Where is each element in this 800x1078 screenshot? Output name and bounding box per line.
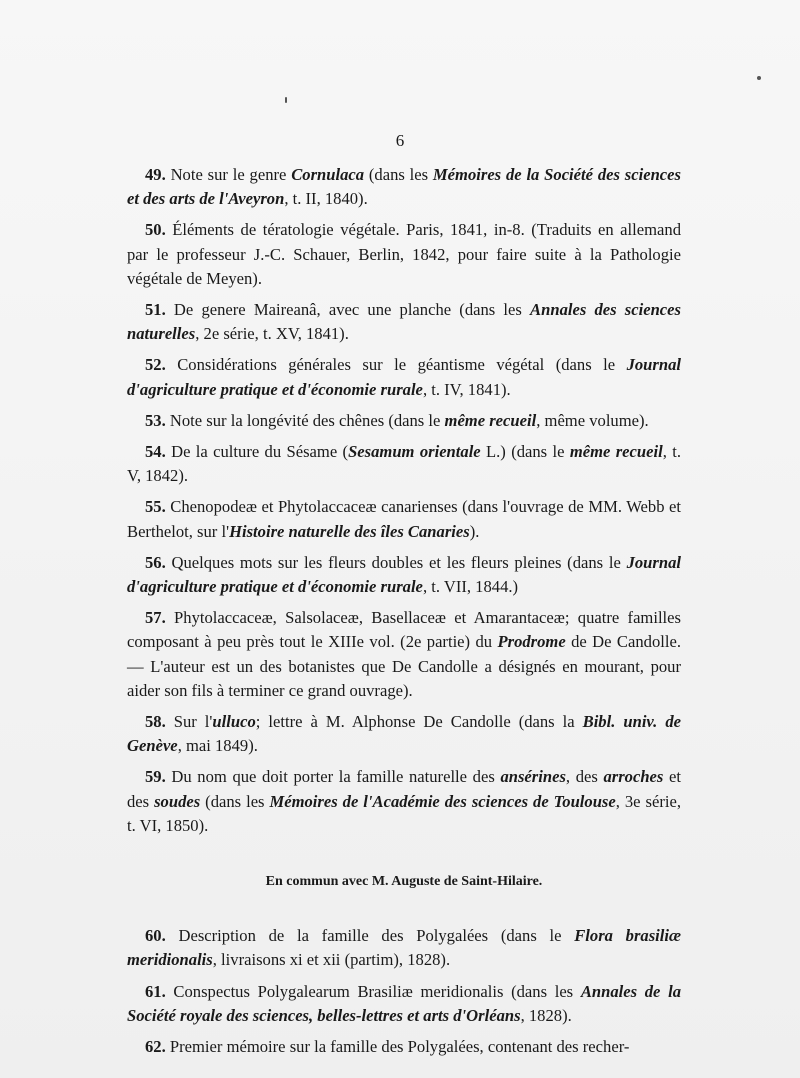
entry-text: Sur l' [165,712,213,732]
page-number: 6 [395,131,405,150]
entry-number: 55. [145,497,166,517]
entry-title-italic: Mémoires de l'Académie des sciences de Toulouse [269,791,616,811]
entry-title-italic: Histoire naturelle des îles Canaries [229,521,470,541]
entry-number: 58. [145,712,166,732]
bibliography-entry [127,980,681,1028]
entry-title-italic: ansérines [500,767,566,787]
entry-number: 57. [145,608,166,628]
entry-title-italic: Sesamum orientale [348,442,481,462]
entry-text: Description de la famille des Polygalées (dans le [165,926,575,946]
entry-text: Note sur le genre [165,165,292,184]
bibliography-entry [127,551,681,599]
entry-text: ; lettre à M. Alphonse De Candolle (dans la [255,712,583,732]
entry-number: 50. [145,220,166,240]
entry-number: 51. [145,300,166,320]
entry-text: Phytolaccaceæ, Salsolaceæ, Basellaceæ et Amarantaceæ; quatre familles composant à peu près tout le XIIIe vol. (2e partie) du [127,608,681,652]
entries-group-bottom [127,924,681,1059]
entry-title-italic: Bibl. univ. de Genève [127,712,681,756]
entry-title-italic: ulluco [212,712,256,732]
entry-number: 54. [145,442,166,462]
entry-text: (dans les [200,791,270,811]
entry-text: Note sur la longévité des chênes (dans le [165,410,445,430]
entry-title-italic: Journal d'agriculture pratique et d'économie rurale [127,552,681,597]
entry-title-italic: Cornulaca [291,165,365,184]
bibliography-entry [127,163,681,211]
bibliography-entry [127,606,681,703]
entry-number: 49. [145,165,166,184]
entry-text: De la culture du Sésame ( [165,442,349,462]
bibliography-entry [127,495,681,543]
entry-title-italic: même recueil [569,442,663,462]
entry-number: 62. [145,1037,166,1057]
entry-text: Conspectus Polygalearum Brasiliæ meridionalis (dans les [165,981,581,1001]
bibliography-entry [127,765,681,838]
entry-title-italic: Annales de la Société royale des sciences, belles-lettres et arts d'Orléans [127,981,682,1025]
entry-text: , t. II, 1840). [284,189,368,209]
entry-text: , t. V, 1842). [127,442,681,486]
entry-number: 61. [145,981,166,1001]
entry-title-italic: Flora brasiliæ meridionalis [127,926,681,970]
entries-group-top [127,163,681,838]
entry-number: 60. [145,926,166,946]
entry-title-italic: même recueil [444,410,537,430]
entry-text: de De Candolle. — L'auteur est un des botanistes que De Candolle a désignés en mourant, pour aider son fils à terminer ce grand ouvrage). [127,632,681,700]
entry-text: , même volume). [536,410,649,430]
entry-text: Quelques mots sur les fleurs doubles et les fleurs pleines (dans le [165,552,627,572]
entry-text: , des [565,767,604,787]
entry-text: et des [127,767,682,811]
ink-speck [285,97,287,103]
entry-text: Du nom que doit porter la famille naturelle des [165,767,501,787]
bibliography-entry [127,440,681,488]
entry-title-italic: Prodrome [497,632,566,652]
entry-text: , 1828). [520,1005,572,1025]
entry-text: , mai 1849). [177,736,258,756]
bibliography-entry [127,1035,681,1059]
entry-text: , livraisons xi et xii (partim), 1828). [212,950,451,970]
entry-text: (dans les [364,165,433,184]
bibliography-entry [127,298,681,346]
bibliography-list [127,163,681,1066]
entry-title-italic: Mémoires de la Société des sciences et des arts de l'Aveyron [127,165,681,209]
entry-text: Chenopodeæ et Phytolaccaceæ canarienses (dans l'ouvrage de MM. Webb et Berthelot, sur l' [127,497,681,541]
entry-text: , t. IV, 1841). [422,379,511,399]
bibliography-entry [127,924,681,972]
section-heading: En commun avec M. Auguste de Saint-Hilaire. [265,874,543,890]
entry-text: , 2e série, t. XV, 1841). [195,324,349,344]
entry-text: , t. VII, 1844.) [422,577,519,597]
entry-title-italic: soudes [154,791,201,811]
entry-text: ). [469,521,480,541]
entry-title-italic: Journal d'agriculture pratique et d'économie rurale [127,355,681,399]
entry-text: Premier mémoire sur la famille des Polygalées, contenant des recher- [165,1037,630,1057]
entry-text: Considérations générales sur le géantisme végétal (dans le [165,355,627,375]
entry-number: 52. [145,355,166,375]
bibliography-entry [127,218,681,291]
entry-number: 59. [145,767,166,787]
bibliography-entry [127,353,681,401]
entry-number: 53. [145,410,166,430]
bibliography-entry [127,409,681,433]
entry-title-italic: Annales des sciences naturelles [127,300,681,344]
entry-title-italic: arroches [603,767,664,787]
entry-text: Éléments de tératologie végétale. Paris, 1841, in-8. (Traduits en allemand par le professeur J.-C. Schauer, Berlin, 1842, pour faire suite à la Pathologie végétale de Meyen). [127,220,681,288]
entry-number: 56. [145,552,166,572]
entry-text: , 3e série, t. VI, 1850). [127,791,681,835]
ink-speck [757,76,761,80]
entry-text: De genere Maireanâ, avec une planche (dans les [165,300,531,320]
entry-text: L.) (dans le [480,442,570,462]
bibliography-entry [127,710,681,758]
